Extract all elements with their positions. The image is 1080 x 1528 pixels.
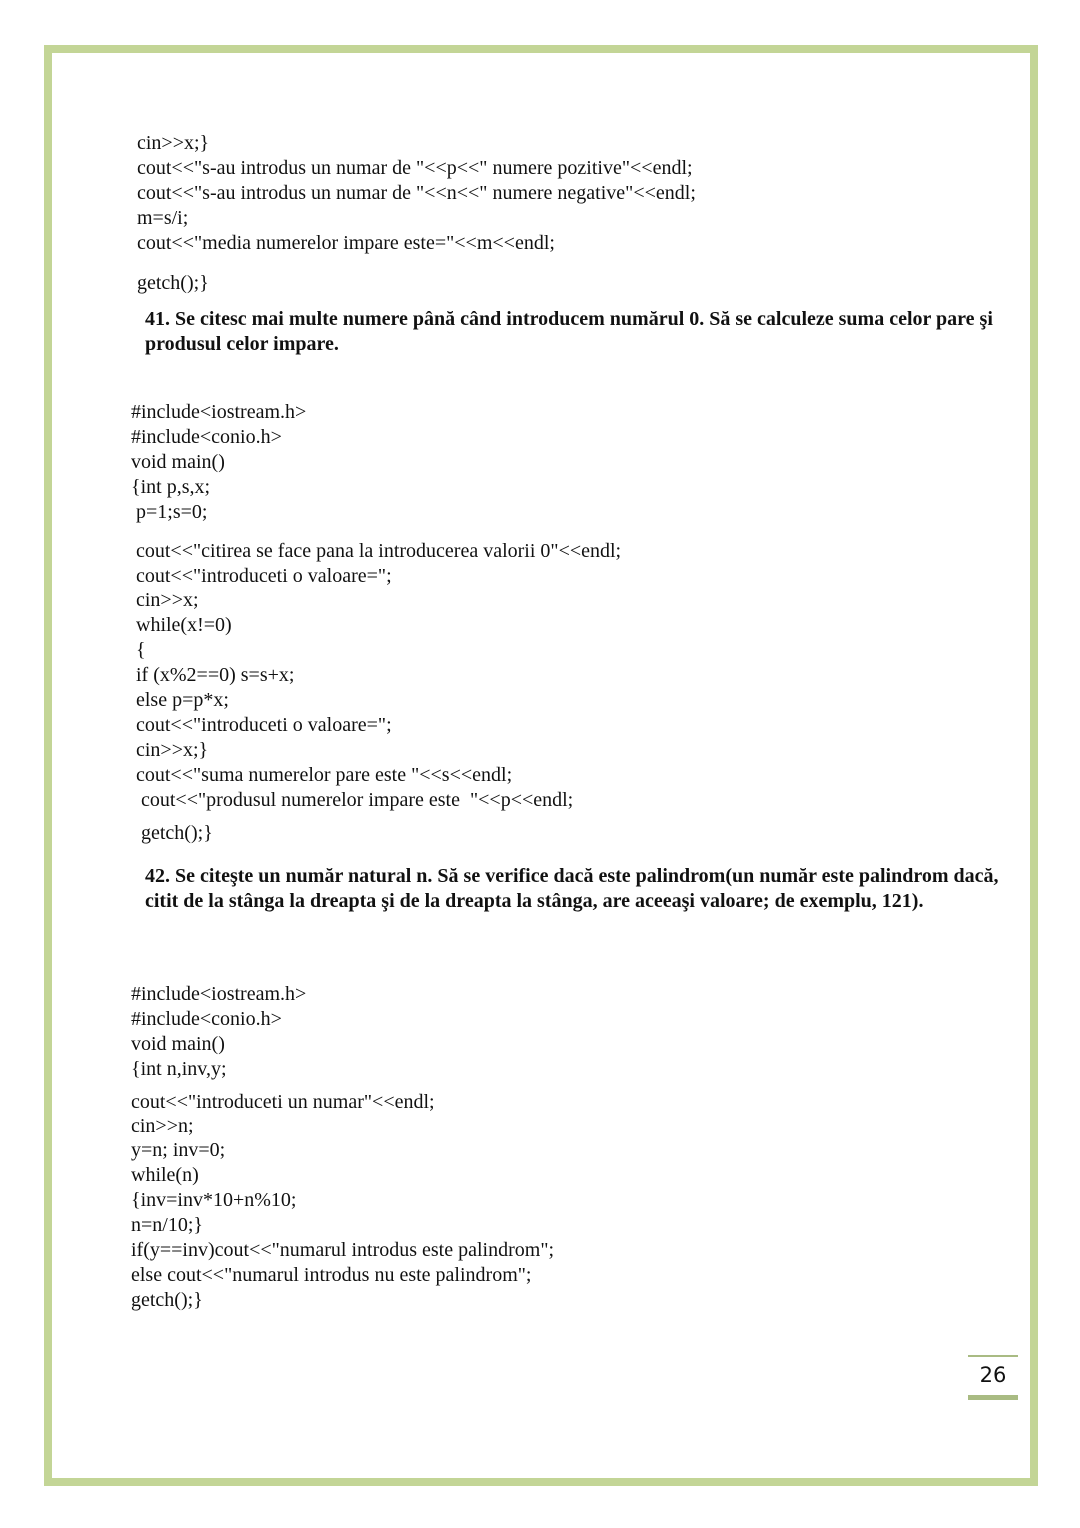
code-line: getch();} — [131, 1289, 203, 1311]
code-line: getch();} — [131, 822, 213, 844]
code-line: cout<<"media numerelor impare este="<<m<<endl; — [137, 232, 555, 254]
code-line: while(x!=0) — [131, 614, 232, 636]
code-line: #include<conio.h> — [131, 426, 282, 448]
code-line: getch();} — [137, 272, 209, 294]
code-line: while(n) — [131, 1164, 199, 1186]
code-line: #include<iostream.h> — [131, 983, 307, 1005]
code-line: m=s/i; — [137, 207, 189, 229]
code-line: cout<<"citirea se face pana la introducerea valorii 0"<<endl; — [131, 540, 622, 562]
code-line: if(y==inv)cout<<"numarul introdus este palindrom"; — [131, 1239, 555, 1261]
code-line: {inv=inv*10+n%10; — [131, 1189, 297, 1211]
code-line: cout<<"suma numerelor pare este "<<s<<endl; — [131, 764, 513, 786]
code-line: cout<<"s-au introdus un numar de "<<n<<" numere negative"<<endl; — [137, 182, 696, 204]
code-line: cout<<"introduceti o valoare="; — [131, 565, 392, 587]
code-line: else cout<<"numarul introdus nu este palindrom"; — [131, 1264, 532, 1286]
code-line: cin>>n; — [131, 1115, 194, 1137]
code-line: cin>>x; — [131, 589, 199, 611]
code-line: #include<conio.h> — [131, 1008, 282, 1030]
code-line: y=n; inv=0; — [131, 1139, 226, 1161]
code-line: {int n,inv,y; — [131, 1058, 227, 1080]
code-line: { — [131, 639, 146, 661]
code-line: cout<<"introduceti o valoare="; — [131, 714, 392, 736]
code-line: {int p,s,x; — [131, 476, 211, 498]
code-line: cout<<"produsul numerelor impare este "<<p<<endl; — [131, 789, 574, 811]
page-number: 26 — [968, 1355, 1018, 1400]
code-line: if (x%2==0) s=s+x; — [131, 664, 295, 686]
exercise-42-heading: 42. Se citeşte un număr natural n. Să se verifice dacă este palindrom(un număr este palindrom dacă, citit de la stânga la dreapta şi de la dreapta la stânga, are aceeaşi valoare; de exemplu, 121). — [145, 865, 999, 912]
code-line: n=n/10;} — [131, 1214, 203, 1236]
code-line: void main() — [131, 1033, 225, 1055]
code-line: p=1;s=0; — [131, 501, 208, 523]
code-line: cout<<"introduceti un numar"<<endl; — [131, 1091, 435, 1113]
exercise-41-heading: 41. Se citesc mai multe numere până când introducem numărul 0. Să se calculeze suma celor pare şi produsul celor impare. — [145, 308, 993, 355]
code-line: cin>>x;} — [137, 132, 210, 154]
code-line: else p=p*x; — [131, 689, 229, 711]
code-line: void main() — [131, 451, 225, 473]
code-line: cin>>x;} — [131, 739, 209, 761]
code-line: cout<<"s-au introdus un numar de "<<p<<" numere pozitive"<<endl; — [137, 157, 693, 179]
code-line: #include<iostream.h> — [131, 401, 307, 423]
